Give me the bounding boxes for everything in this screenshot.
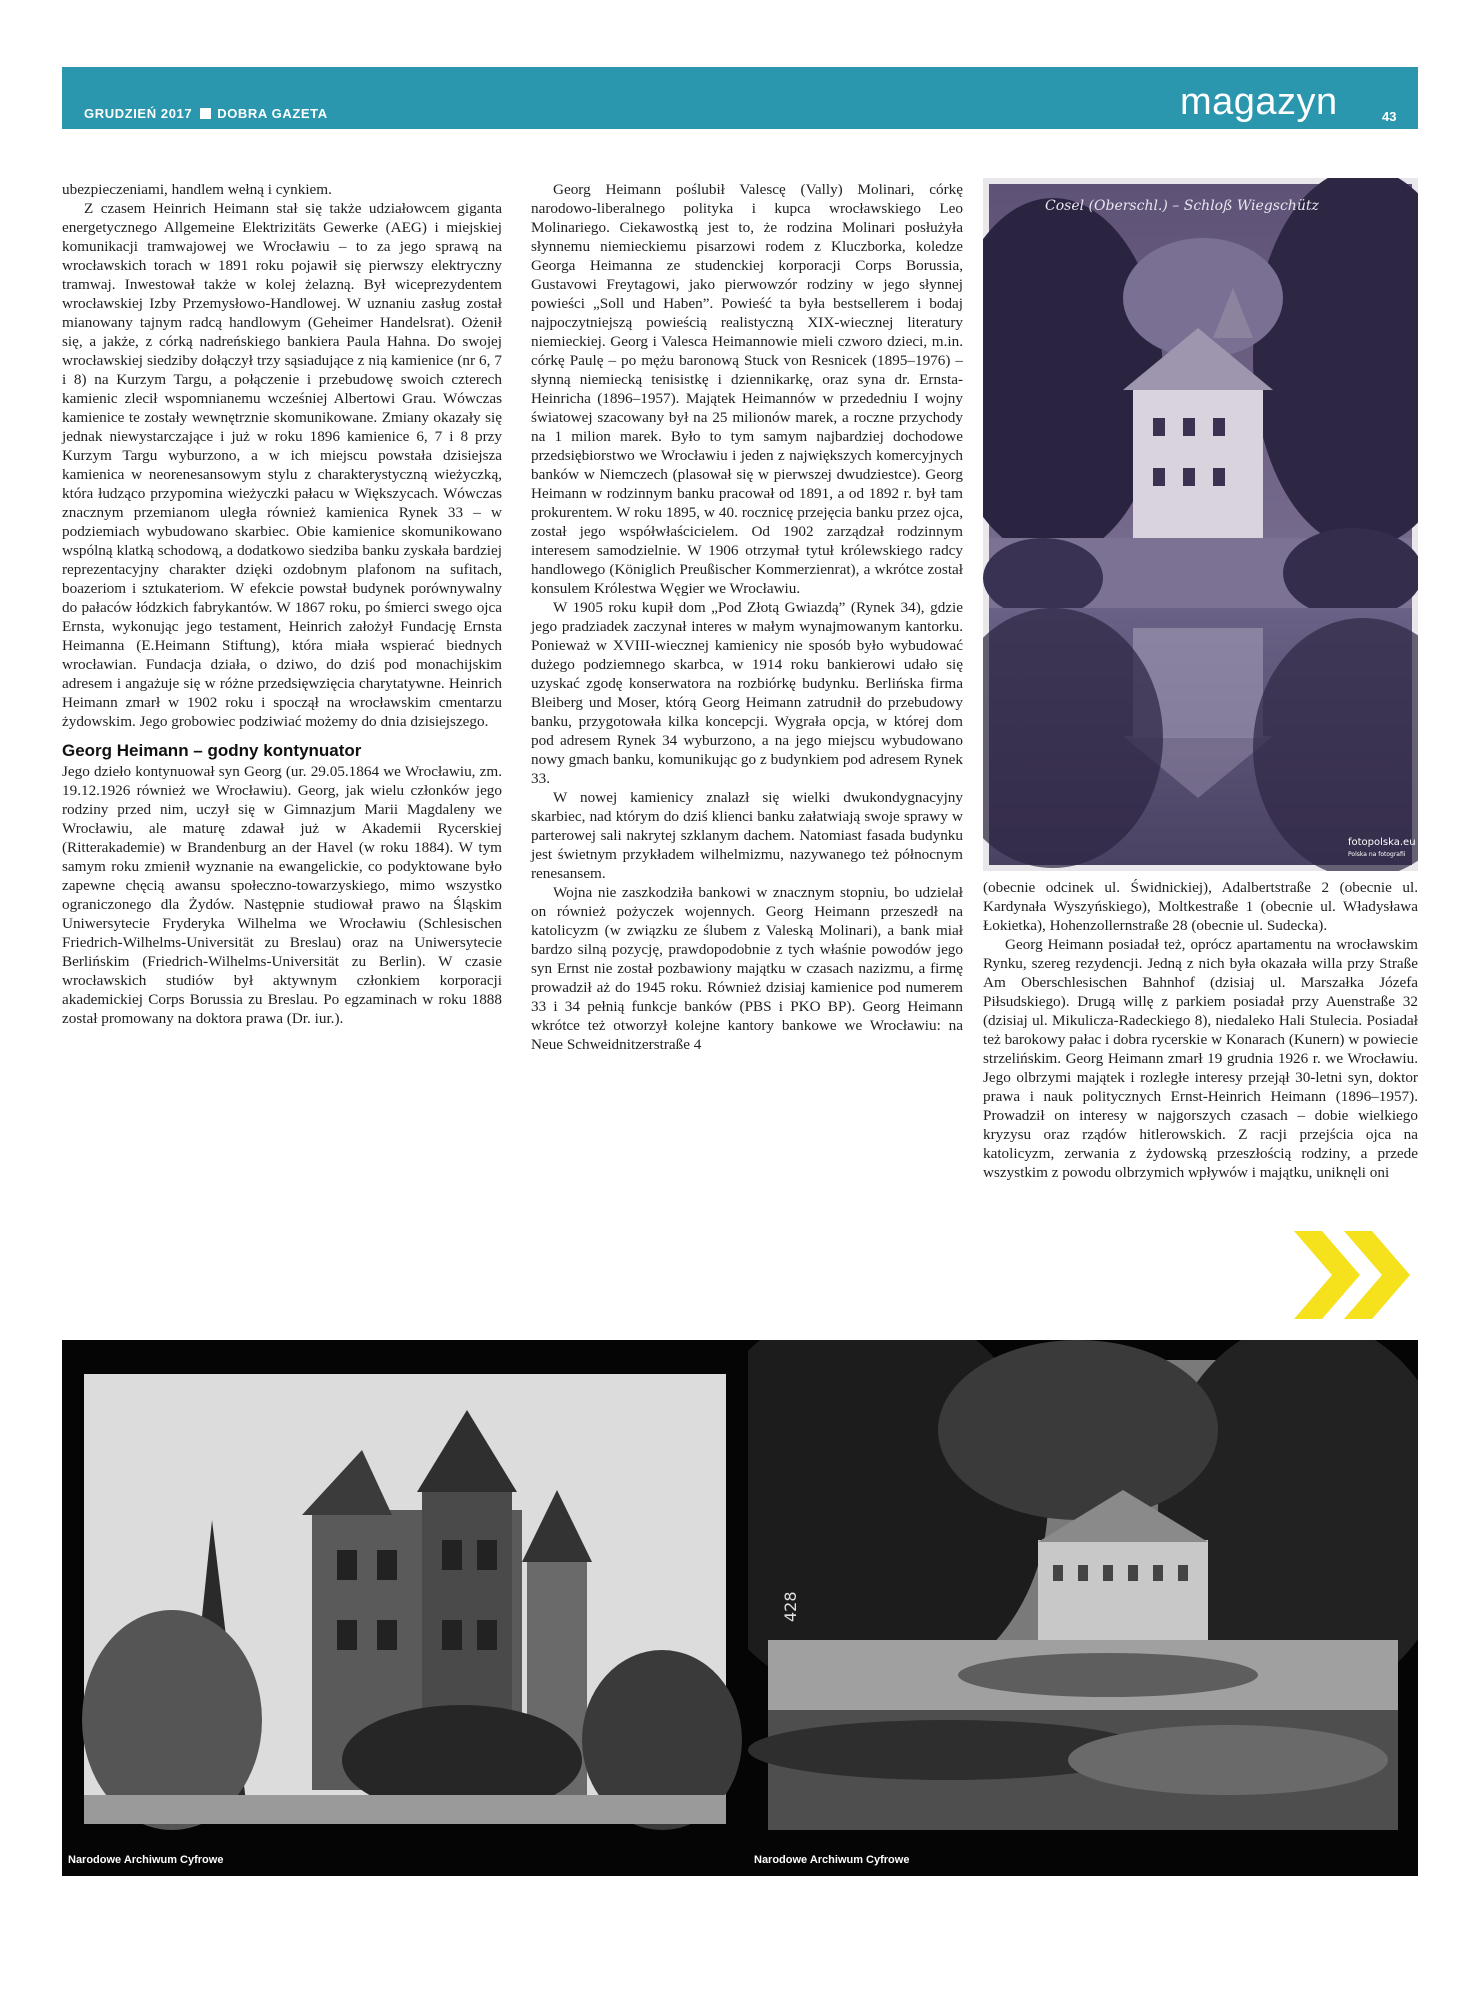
page-number: 43 <box>1382 109 1397 124</box>
paragraph: Georg Heimann posiadał też, oprócz apartamentu na wrocławskim Rynku, szereg rezydencji. Jedną z nich była okazała willa przy Straße Am Oberschlesischen Bahnhof (dzisiaj ul. Marszałka Józefa Piłsudskiego). Drugą willę z parkiem posiadał przy Auenstraße 32 (dzisiaj ul. Mikulicza-Radeckiego 8), niedaleko Hali Stulecia. Posiadał też barokowy pałac i dobra rycerskie w Konarach (Kunern) w powiecie strzelińskim. Georg Heimann zmarł 19 grudnia 1926 r. we Wrocławiu. Jego olbrzymi majątek i rozległe interesy przejął 30-letni syn, doktor prawa i nauk politycznych Ernst-Heinrich Heimann (1896–1957). Prowadził on interesy w najgorszych czasach – dobie wielkiego kryzysu oraz rządów hitlerowskich. Z racji przejścia ojca na katolicyzm, zerwania z żydowską przeszłością rodziny, a przede wszystkim z powodu olbrzymich wpływów i majątku, uniknęli oni <box>983 936 1418 1181</box>
issue-line <box>84 106 328 121</box>
postcard-photo <box>983 178 1418 871</box>
photo-credit: Narodowe Archiwum Cyfrowe <box>68 1854 224 1866</box>
paragraph: Wojna nie zaszkodziła bankowi w znacznym stopniu, bo udzielał on również pożyczek wojennych. Georg Heimann przeszedł na katolicyzm (w związku ze ślubem z Valeską Molinari), a bank miał bardzo silną pozycję, prawdopodobnie z tych właśnie powodów jego syn Ernst nie został pozbawiony majątku w czasach nazizmu, a firmę prowadził aż do 1945 roku. Również dzisiaj kamienice pod numerem 33 i 34 pełnią funkcje banków (PBS i PKO BP). Georg Heimann wkrótce też otworzył kolejne kantory bankowe we Wrocławiu: na Neue Schweidnitzerstraße 4 <box>531 884 963 1053</box>
villa-photo <box>62 1340 748 1876</box>
paragraph: W nowej kamienicy znalazł się wielki dwukondygnacyjny skarbiec, nad którym do dziś klienci banku załatwiają swoje sprawy w parterowej sali nakrytej szklanym dachem. Natomiast fasada budynku jest świetnym przykładem wilhelmizmu, nazywanego też północnym renesansem. <box>531 789 963 882</box>
paragraph: Jego dzieło kontynuował syn Georg (ur. 29.05.1864 we Wrocławiu, zm. 19.12.1926 również we Wrocławiu). Georg, jak wielu członków jego rodziny przed nim, uczył się w Gimnazjum Marii Magdaleny we Wrocławiu, ale maturę zdawał już w Akademii Rycerskiej (Ritterakademie) w Brandenburg an der Havel (w roku 1884). W tym samym roku zmienił wyznanie na ewangelickie, co podyktowane było zapewne chęcią awansu społeczno-towarzyskiego, mimo wszystko ograniczonego dla Żydów. Następnie studiował prawo na Śląskim Uniwersytecie Fryderyka Wilhelma we Wrocławiu (Schlesischen Friedrich-Wilhelms-Universität zu Breslau) oraz na Uniwersytecie Berlińskim (Friedrich-Wilhelms-Universität zu Berlin). W czasie wrocławskich studiów był aktywnym członkiem korporacji akademickiej Corps Borussia zu Breslau. Po egzaminach w roku 1888 został promowany na doktora prawa (Dr. iur.). <box>62 763 502 1027</box>
paragraph: Z czasem Heinrich Heimann stał się także udziałowcem giganta energetycznego Allgemeine Elektrizitäts Gewerke (AEG) i miejskiej komunikacji tramwajowej we Wrocławiu – to za jego sprawą na wrocławskich torach w 1891 roku pojawił się pierwszy elektryczny tramwaj. Inwestował także w kolej żelazną. Był wiceprezydentem wrocławskiej Izby Przemysłowo-Handlowej. W uznaniu zasług został mianowany tajnym radcą handlowym (Geheimer Handelsrat). Ożenił się, a jakże, z córką nadreńskiego bankiera Paula Hahna. Do swojej wrocławskiej siedziby dołączył trzy sąsiadujące z nią kamienice (nr 6, 7 i 8) na Kurzym Targu, a połączenie i przebudowę swoich czterech kamienic zlecił wspomnianemu wcześniej Albertowi Grau. Wówczas kamienice te zostały wewnętrznie skomunikowane. Zmiany okazały się jednak niewystarczające i już w roku 1896 kamienice 6, 7 i 8 przy Kurzym Targu wyburzono, a w ich miejscu powstała dzisiejsza kamienica w neorenesansowym stylu z charakterystyczną wieżyczką, która łudząco przypomina wieżyczki pałacu w Większycach. Wówczas znacznym przemianom uległa również kamienica Rynek 33 – w podziemiach wybudowano skarbiec. Obie kamienice skomunikowano wspólną klatką schodową, a dodatkowo siedziba banku zyskała bardziej reprezentacyjny charakter dzięki ozdobnym plafonom na sufitach, boazeriom i sztukateriom. W efekcie powstał budynek porównywalny do pałaców łódzkich fabrykantów. W 1867 roku, po śmierci swego ojca Ernsta, wykonując jego testament, Heinrich założył Fundację Ernsta Heimanna (E.Heimann Stiftung), która miała wspierać biednych wrocławian. Fundacja działa, o dziwo, do dziś pod monachijskim adresem i angażuje się w różne przedsięwzięcia charytatywne. Heinrich Heimann zmarł w 1902 roku i spoczął na wrocławskim cmentarzu żydowskim. Jego grobowiec podziwiać możemy do dnia dzisiejszego. <box>62 200 502 730</box>
paragraph: W 1905 roku kupił dom „Pod Złotą Gwiazdą” (Rynek 34), gdzie jego pradziadek zaczynał interes w małym wynajmowanym kantorku. Ponieważ w XVIII-wiecznej kamienicy nie sposób było wybudować dużego podziemnego skarbca, w 1914 roku bankierowi udało się uzyskać zgodę konserwatora na rozbiórkę budynku. Berlińska firma Bleiberg und Moser, którą Georg Heimann zatrudnił do przebudowy banku, przygotowała kilka koncepcji. Wygrała opcja, w której dom pod adresem Rynek 34 wyburzono, a na jego miejscu wybudowano nowy gmach banku, komunikując go z budynkiem pod adresem Rynek 33. <box>531 599 963 787</box>
publication-name: DOBRA GAZETA <box>217 106 328 121</box>
article-column-2 <box>531 180 963 1054</box>
postcard-title: Cosel (Oberschl.) – Schloß Wiegschütz <box>1045 198 1319 214</box>
article-column-1 <box>62 180 502 1028</box>
photo-credit: Narodowe Archiwum Cyfrowe <box>754 1854 910 1866</box>
park-palace-photo <box>748 1340 1418 1876</box>
issue-date: GRUDZIEŃ 2017 <box>84 106 193 121</box>
paragraph: Georg Heimann poślubił Valescę (Vally) Molinari, córkę narodowo-liberalnego polityka i kupca wrocławskiego Leo Molinariego. Ciekawostką jest to, że rodzina Molinari posłużyła słynnemu niemieckiemu pisarzowi rodem z Kluczborka, koledze Georga Heimanna ze studenckiej korporacji Corps Borussia, Gustavowi Freytagowi, jako pierwowzór rodziny w jego słynnej powieści „Soll und Haben”. Powieść ta była bestsellerem i bodaj najpoczytniejszą powieścią realistyczną XIX-wiecznej literatury niemieckiej. Georg i Valesca Heimannowie mieli czworo dzieci, m.in. córkę Paulę – po mężu baronową Stuck von Resnicek (1895–1976) – słynną niemiecką tenisistkę i dziennikarkę, oraz syna dr. Ernsta-Heinricha (1896–1957). Majątek Heimannów w przededniu I wojny światowej szacowany był na 25 milionów marek, a roczne przychody na 1 milion marek. Było to tym samym najbardziej dochodowe przedsiębiorstwo we Wrocławiu i jeden z największych komercyjnych banków w Niemczech (plasował się w pierwszej dwudziestce). Georg Heimann w rodzinnym banku pracował od 1891, a od 1892 r. był tam prokurentem. W roku 1895, w 40. rocznicę przejęcia banku przez ojca, został jego współwłaścicielem. Od 1902 zarządzał rodzinnym interesem samodzielnie. W 1906 otrzymał tytuł królewskiego radcy handlowego (Königlich Preußischer Kommerzienrat), a wkrótce został konsulem Królestwa Węgier we Wrocławiu. <box>531 181 963 597</box>
page-header <box>62 67 1418 129</box>
double-chevron-right-icon <box>1290 1225 1418 1330</box>
article-column-3 <box>983 878 1418 1182</box>
paragraph: ubezpieczeniami, handlem wełną i cynkiem. <box>62 181 332 198</box>
section-title: magazyn <box>1180 81 1338 123</box>
section-heading: Georg Heimann – godny kontynuator <box>62 741 362 760</box>
paragraph: (obecnie odcinek ul. Świdnickiej), Adalbertstraße 2 (obecnie ul. Kardynała Wyszyńskiego), Moltkestraße 1 (obecnie ul. Władysława Łokietka), Hohenzollernstraße 28 (obecnie ul. Sudecka). <box>983 879 1418 934</box>
watermark-subtitle: Polska na fotografii <box>1348 851 1406 858</box>
square-separator-icon <box>200 108 211 119</box>
negative-number: 428 <box>781 1591 800 1622</box>
watermark: fotopolska.eu <box>1348 837 1416 848</box>
